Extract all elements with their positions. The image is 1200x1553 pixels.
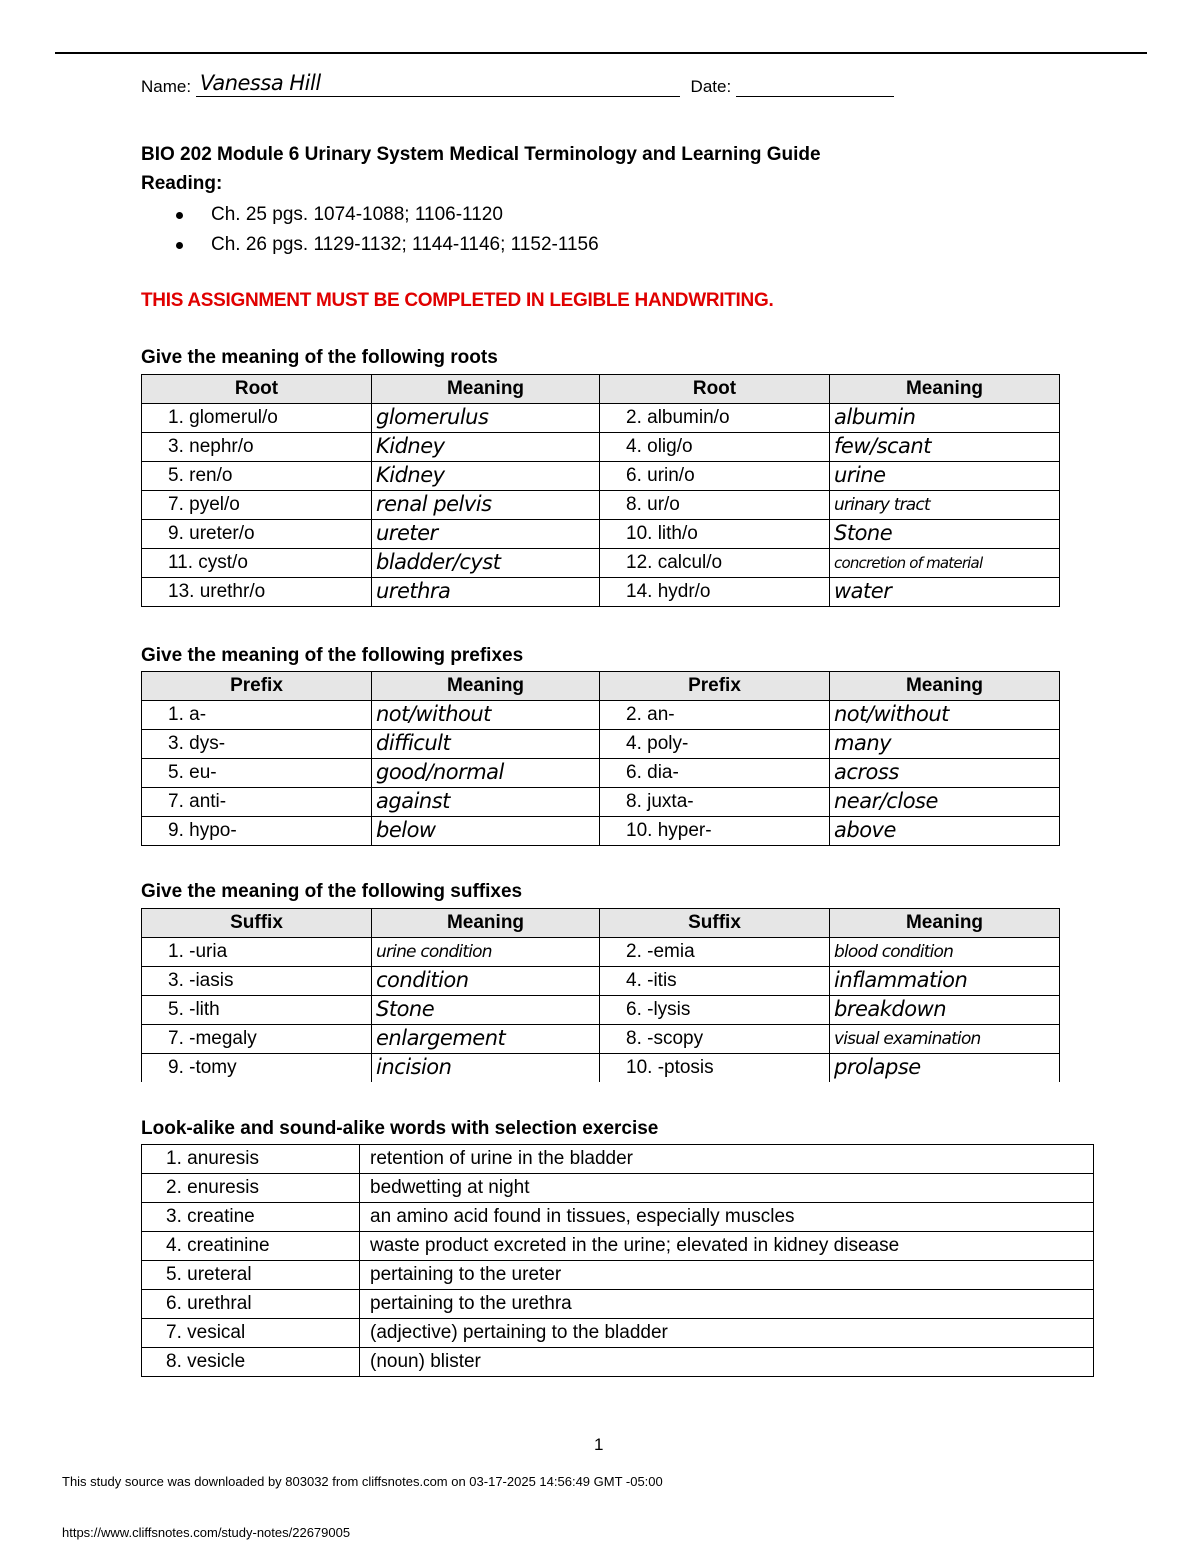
lookalike-heading: Look-alike and sound-alike words with selection exercise	[141, 1118, 659, 1139]
handwritten-answer: concretion of material	[834, 554, 983, 572]
table-row	[142, 788, 1060, 817]
answer-cell[interactable]	[372, 578, 600, 607]
handwritten-answer: urine	[834, 463, 886, 487]
column-header: Root	[142, 375, 372, 404]
table-row	[142, 1145, 1094, 1174]
table-row	[142, 549, 1060, 578]
term-cell: 3. dys-	[142, 730, 372, 759]
definition-cell: pertaining to the ureter	[360, 1261, 1094, 1290]
definition-cell: (adjective) pertaining to the bladder	[360, 1319, 1094, 1348]
term-cell: 6. dia-	[600, 759, 830, 788]
roots-heading: Give the meaning of the following roots	[141, 347, 498, 368]
table-row	[142, 520, 1060, 549]
reading-list	[141, 202, 599, 262]
handwritten-answer: few/scant	[834, 434, 931, 458]
term-cell: 11. cyst/o	[142, 549, 372, 578]
term-cell: 8. -scopy	[600, 1025, 830, 1054]
handwritten-answer: renal pelvis	[376, 492, 492, 516]
term-cell: 1. anuresis	[142, 1145, 360, 1174]
handwritten-answer: blood condition	[834, 942, 954, 962]
column-header: Prefix	[600, 672, 830, 701]
roots-table	[141, 374, 1060, 607]
term-cell: 2. albumin/o	[600, 404, 830, 433]
column-header: Prefix	[142, 672, 372, 701]
answer-cell[interactable]	[830, 462, 1060, 491]
answer-cell[interactable]	[372, 1025, 600, 1054]
handwritten-answer: inflammation	[834, 968, 968, 992]
source-watermark: This study source was downloaded by 803032 from cliffsnotes.com on 03-17-2025 14:56:49 GMT -05:00	[62, 1474, 663, 1489]
answer-cell[interactable]	[830, 788, 1060, 817]
table-row	[142, 1174, 1094, 1203]
reading-label: Reading:	[141, 173, 223, 194]
column-header: Meaning	[830, 375, 1060, 404]
term-cell: 12. calcul/o	[600, 549, 830, 578]
term-cell: 10. hyper-	[600, 817, 830, 846]
answer-cell[interactable]	[372, 967, 600, 996]
column-header: Meaning	[372, 375, 600, 404]
answer-cell[interactable]	[372, 759, 600, 788]
definition-cell: bedwetting at night	[360, 1174, 1094, 1203]
answer-cell[interactable]	[372, 996, 600, 1025]
answer-cell[interactable]	[830, 730, 1060, 759]
handwritten-answer: glomerulus	[376, 405, 489, 429]
column-header: Suffix	[600, 909, 830, 938]
answer-cell[interactable]	[830, 938, 1060, 967]
term-cell: 1. glomerul/o	[142, 404, 372, 433]
table-row	[142, 1054, 1060, 1083]
handwritten-answer: breakdown	[834, 997, 947, 1021]
term-cell: 4. olig/o	[600, 433, 830, 462]
name-value: Vanessa Hill	[199, 71, 321, 95]
table-row	[142, 1290, 1094, 1319]
source-url: https://www.cliffsnotes.com/study-notes/22679005	[62, 1525, 351, 1540]
definition-cell: (noun) blister	[360, 1348, 1094, 1377]
term-cell: 4. poly-	[600, 730, 830, 759]
table-row	[142, 996, 1060, 1025]
term-cell: 2. -emia	[600, 938, 830, 967]
name-field[interactable]	[196, 71, 680, 97]
definition-cell: pertaining to the urethra	[360, 1290, 1094, 1319]
handwritten-answer: Stone	[376, 997, 435, 1021]
answer-cell[interactable]	[372, 433, 600, 462]
term-cell: 1. a-	[142, 701, 372, 730]
handwritten-answer: urine condition	[376, 942, 492, 962]
answer-cell[interactable]	[830, 578, 1060, 607]
table-row	[142, 462, 1060, 491]
answer-cell[interactable]	[830, 817, 1060, 846]
term-cell: 9. ureter/o	[142, 520, 372, 549]
handwritten-answer: ureter	[376, 521, 438, 545]
prefixes-heading: Give the meaning of the following prefixes	[141, 645, 524, 666]
name-date-row	[141, 71, 894, 97]
definition-cell: retention of urine in the bladder	[360, 1145, 1094, 1174]
term-cell: 6. urin/o	[600, 462, 830, 491]
term-cell: 7. pyel/o	[142, 491, 372, 520]
term-cell: 3. nephr/o	[142, 433, 372, 462]
answer-cell[interactable]	[372, 520, 600, 549]
handwritten-answer: Kidney	[376, 434, 445, 458]
date-field[interactable]	[736, 74, 894, 97]
handwritten-answer: visual examination	[834, 1029, 981, 1049]
answer-cell[interactable]	[372, 730, 600, 759]
answer-cell[interactable]	[830, 1025, 1060, 1054]
answer-cell[interactable]	[372, 938, 600, 967]
answer-cell[interactable]	[830, 404, 1060, 433]
term-cell: 2. an-	[600, 701, 830, 730]
term-cell: 10. -ptosis	[600, 1054, 830, 1083]
document-title: BIO 202 Module 6 Urinary System Medical Terminology and Learning Guide	[141, 144, 821, 165]
answer-cell[interactable]	[830, 549, 1060, 578]
answer-cell[interactable]	[830, 701, 1060, 730]
term-cell: 7. vesical	[142, 1319, 360, 1348]
suffixes-table	[141, 908, 1060, 1082]
handwritten-answer: above	[834, 818, 896, 842]
table-row	[142, 404, 1060, 433]
handwritten-answer: many	[834, 731, 892, 755]
handwritten-answer: across	[834, 760, 899, 784]
handwritten-answer: water	[834, 579, 892, 603]
term-cell: 14. hydr/o	[600, 578, 830, 607]
handwritten-answer: difficult	[376, 731, 451, 755]
table-row	[142, 1348, 1094, 1377]
table-row	[142, 967, 1060, 996]
column-header: Meaning	[830, 909, 1060, 938]
handwritten-answer: prolapse	[834, 1055, 921, 1079]
table-row	[142, 578, 1060, 607]
answer-cell[interactable]	[830, 759, 1060, 788]
table-row	[142, 1232, 1094, 1261]
term-cell: 4. creatinine	[142, 1232, 360, 1261]
suffixes-heading: Give the meaning of the following suffixes	[141, 881, 523, 902]
answer-cell[interactable]	[372, 462, 600, 491]
handwritten-answer: against	[376, 789, 450, 813]
answer-cell[interactable]	[830, 996, 1060, 1025]
term-cell: 5. ureteral	[142, 1261, 360, 1290]
table-row	[142, 491, 1060, 520]
handwritten-answer: enlargement	[376, 1026, 506, 1050]
column-header: Meaning	[372, 909, 600, 938]
term-cell: 3. -iasis	[142, 967, 372, 996]
term-cell: 8. juxta-	[600, 788, 830, 817]
table-row	[142, 817, 1060, 846]
term-cell: 2. enuresis	[142, 1174, 360, 1203]
name-label: Name:	[141, 77, 192, 96]
answer-cell[interactable]	[372, 1054, 600, 1083]
handwritten-answer: near/close	[834, 789, 938, 813]
table-row	[142, 701, 1060, 730]
answer-cell[interactable]	[830, 520, 1060, 549]
table-row	[142, 1261, 1094, 1290]
answer-cell[interactable]	[830, 967, 1060, 996]
term-cell: 5. -lith	[142, 996, 372, 1025]
definition-cell: an amino acid found in tissues, especially muscles	[360, 1203, 1094, 1232]
term-cell: 8. ur/o	[600, 491, 830, 520]
lookalike-table	[141, 1144, 1094, 1377]
table-row	[142, 759, 1060, 788]
answer-cell[interactable]	[372, 701, 600, 730]
reading-item: Ch. 26 pgs. 1129-1132; 1144-1146; 1152-1156	[141, 232, 599, 262]
answer-cell[interactable]	[830, 491, 1060, 520]
handwritten-answer: not/without	[834, 702, 949, 726]
table-row	[142, 938, 1060, 967]
answer-cell[interactable]	[830, 433, 1060, 462]
answer-cell[interactable]	[830, 1054, 1060, 1083]
term-cell: 3. creatine	[142, 1203, 360, 1232]
term-cell: 13. urethr/o	[142, 578, 372, 607]
term-cell: 10. lith/o	[600, 520, 830, 549]
answer-cell[interactable]	[372, 549, 600, 578]
page-number: 1	[594, 1435, 604, 1454]
term-cell: 1. -uria	[142, 938, 372, 967]
term-cell: 9. -tomy	[142, 1054, 372, 1083]
date-label: Date:	[690, 77, 732, 96]
table-row	[142, 730, 1060, 759]
term-cell: 8. vesicle	[142, 1348, 360, 1377]
term-cell: 7. -megaly	[142, 1025, 372, 1054]
handwriting-warning: THIS ASSIGNMENT MUST BE COMPLETED IN LEGIBLE HANDWRITING.	[141, 290, 774, 311]
term-cell: 6. -lysis	[600, 996, 830, 1025]
handwritten-answer: condition	[376, 968, 469, 992]
prefixes-table	[141, 671, 1060, 846]
answer-cell[interactable]	[372, 817, 600, 846]
handwritten-answer: below	[376, 818, 436, 842]
answer-cell[interactable]	[372, 491, 600, 520]
definition-cell: waste product excreted in the urine; elevated in kidney disease	[360, 1232, 1094, 1261]
top-rule	[55, 52, 1147, 54]
term-cell: 9. hypo-	[142, 817, 372, 846]
answer-cell[interactable]	[372, 404, 600, 433]
table-row	[142, 1203, 1094, 1232]
handwritten-answer: urethra	[376, 579, 451, 603]
column-header: Meaning	[372, 672, 600, 701]
handwritten-answer: urinary tract	[834, 495, 930, 515]
table-row	[142, 1319, 1094, 1348]
handwritten-answer: not/without	[376, 702, 491, 726]
handwritten-answer: incision	[376, 1055, 452, 1079]
handwritten-answer: Kidney	[376, 463, 445, 487]
term-cell: 5. eu-	[142, 759, 372, 788]
handwritten-answer: albumin	[834, 405, 916, 429]
answer-cell[interactable]	[372, 788, 600, 817]
table-row	[142, 1025, 1060, 1054]
term-cell: 7. anti-	[142, 788, 372, 817]
column-header: Meaning	[830, 672, 1060, 701]
handwritten-answer: Stone	[834, 521, 893, 545]
reading-item: Ch. 25 pgs. 1074-1088; 1106-1120	[141, 202, 599, 232]
term-cell: 6. urethral	[142, 1290, 360, 1319]
term-cell: 4. -itis	[600, 967, 830, 996]
column-header: Suffix	[142, 909, 372, 938]
handwritten-answer: bladder/cyst	[376, 550, 501, 574]
column-header: Root	[600, 375, 830, 404]
term-cell: 5. ren/o	[142, 462, 372, 491]
table-row	[142, 433, 1060, 462]
handwritten-answer: good/normal	[376, 760, 504, 784]
